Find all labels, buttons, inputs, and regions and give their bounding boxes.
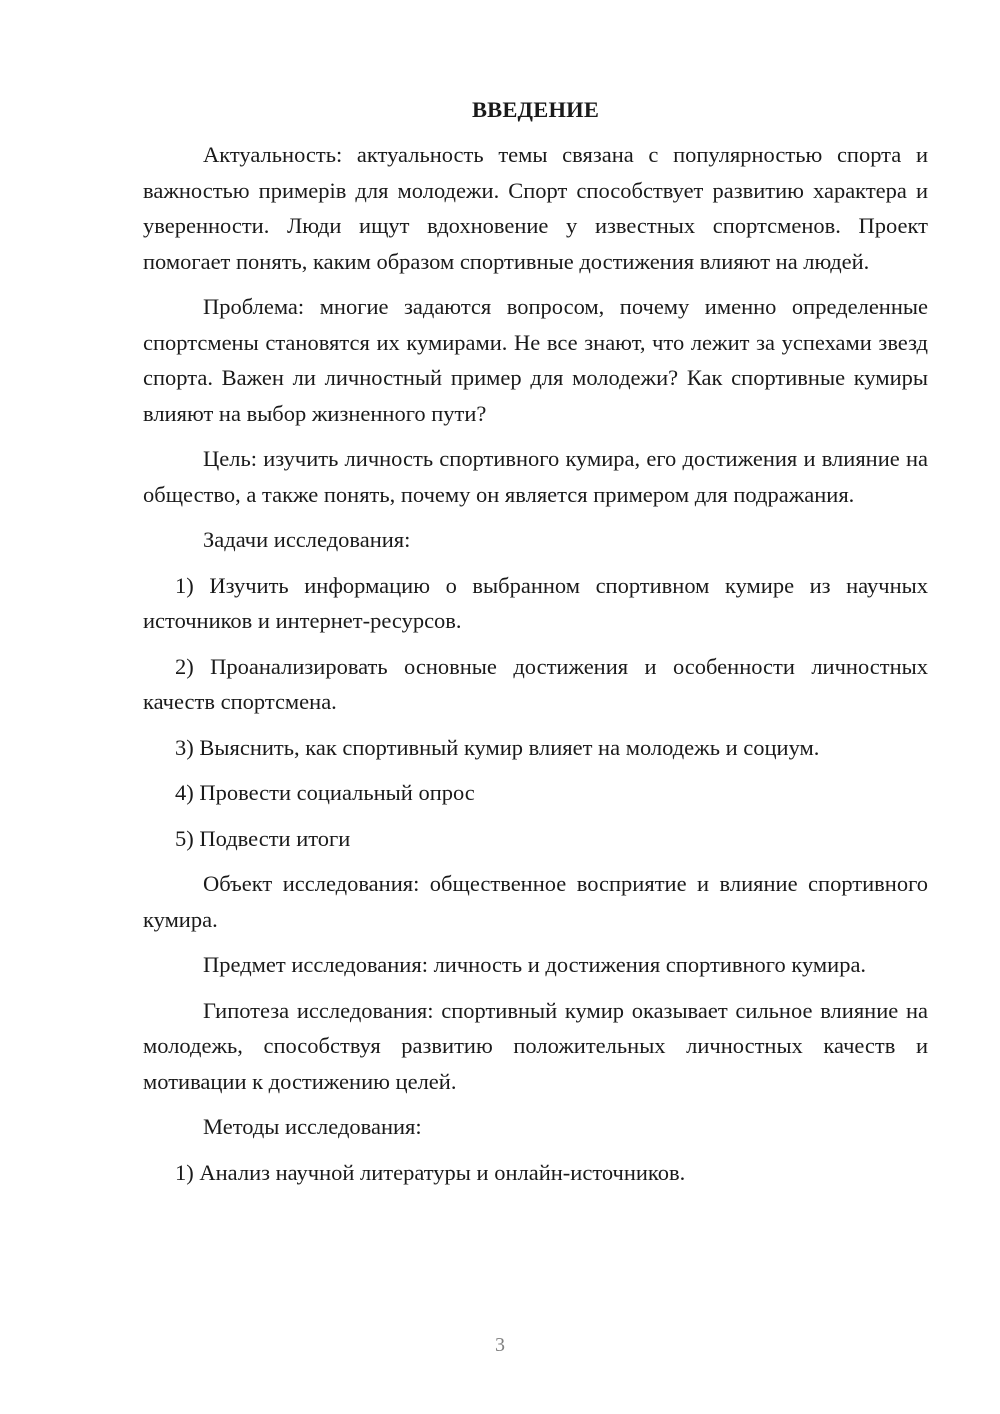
task-item-2: 2) Проанализировать основные достижения и особенности личностных качеств спортсмена. (143, 653, 928, 714)
tasks-title: Задачи исследования: (203, 527, 411, 552)
relevance-paragraph: Актуальность: актуальность темы связана с популярностью спорта и важностью примерів для молодежи. Спорт способствует развитию характера и уверенности. Люди ищут вдохновение у известных спортсменов. Проект помогает понять, каким образом спортивные достижения влияют на людей. (143, 142, 928, 274)
subject-paragraph: Предмет исследования: личность и достижения спортивного кумира. (203, 952, 867, 977)
method-item-1: 1) Анализ научной литературы и онлайн-источников. (175, 1159, 686, 1185)
task-item-5: 5) Подвести итоги (175, 825, 351, 851)
hypothesis-paragraph: Гипотеза исследования: спортивный кумир оказывает сильное влияние на молодежь, способствуя развитию положительных личностных качеств и мотивации к достижению целей. (143, 997, 928, 1094)
task-item-1: 1) Изучить информацию о выбранном спортивном кумире из научных источников и интернет-ресурсов. (143, 572, 928, 633)
object-paragraph: Объект исследования: общественное восприятие и влияние спортивного кумира. (143, 871, 928, 932)
problem-paragraph: Проблема: многие задаются вопросом, почему именно определенные спортсмены становятся их кумирами. Не все знают, что лежит за успехами звезд спорта. Важен ли личностный пример для молодежи? Как спортивные кумиры влияют на выбор жизненного пути? (143, 294, 928, 426)
goal-paragraph: Цель: изучить личность спортивного кумира, его достижения и влияние на общество, а также понять, почему он является примером для подражания. (143, 446, 928, 507)
section-heading: ВВЕДЕНИЕ (471, 97, 600, 122)
document-page (143, 96, 928, 1200)
task-item-4: 4) Провести социальный опрос (175, 780, 475, 805)
task-item-3: 3) Выяснить, как спортивный кумир влияет на молодежь и социум. (175, 734, 820, 760)
page-number: 3 (495, 1334, 505, 1356)
methods-title: Методы исследования: (203, 1114, 422, 1139)
